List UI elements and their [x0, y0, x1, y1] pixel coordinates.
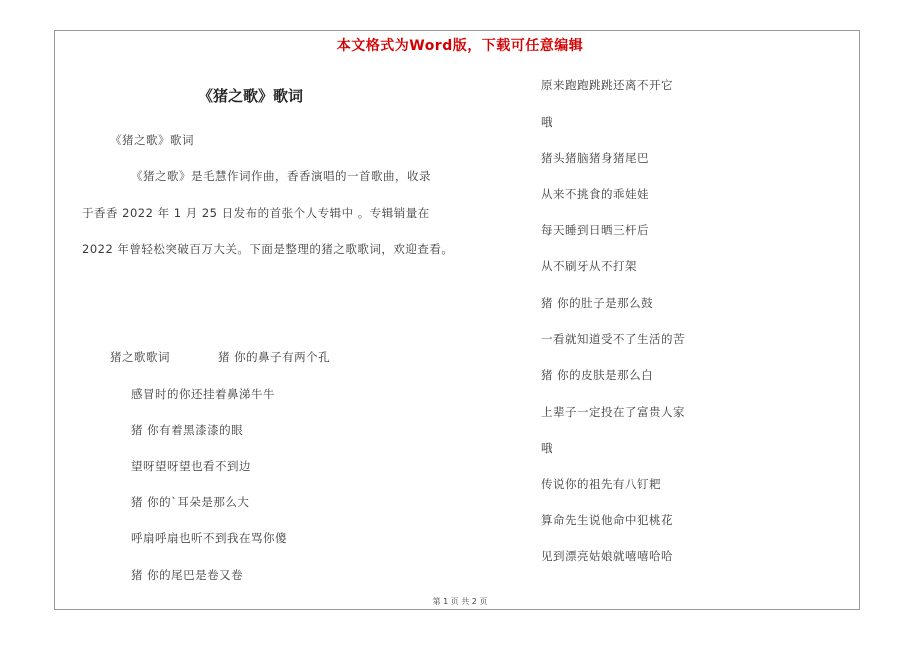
- lyric-line: 从不刷牙从不打架: [541, 259, 637, 273]
- lyric-line: 猪头猪脑猪身猪尾巴: [541, 151, 649, 165]
- lyric-line: 呼扇呼扇也听不到我在骂你傻: [131, 531, 287, 545]
- page-number-footer: 第 1 页 共 2 页: [432, 597, 488, 606]
- lyric-line: 哦: [541, 441, 553, 455]
- lyric-line: 感冒时的你还挂着鼻涕牛牛: [131, 387, 275, 401]
- lyric-line: 算命先生说他命中犯桃花: [541, 513, 673, 527]
- lyric-line: 每天睡到日晒三杆后: [541, 223, 649, 237]
- lyric-line: 上辈子一定投在了富贵人家: [541, 405, 685, 419]
- lyric-line: 一看就知道受不了生活的苦: [541, 332, 685, 346]
- format-banner: 本文格式为Word版，下载可任意编辑: [336, 38, 584, 54]
- lyric-line: 望呀望呀望也看不到边: [131, 459, 251, 473]
- lyric-line: 猪 你的鼻子有两个孔: [218, 350, 331, 364]
- intro-paragraph-line-1: 《猪之歌》是毛慧作词作曲，香香演唱的一首歌曲，收录: [131, 169, 431, 183]
- lyric-line: 猪 你的`耳朵是那么大: [131, 495, 250, 509]
- lyrics-label: 猪之歌歌词: [110, 350, 170, 364]
- lyric-line: 从来不挑食的乖娃娃: [541, 187, 649, 201]
- lyric-line: 猪 你的尾巴是卷又卷: [131, 568, 244, 582]
- intro-paragraph-line-3: 2022 年曾轻松突破百万大关。下面是整理的猪之歌歌词，欢迎查看。: [82, 242, 454, 256]
- lyric-line: 猪 你有着黑漆漆的眼: [131, 423, 244, 437]
- lyric-line: 原来跑跑跳跳还离不开它: [541, 78, 673, 92]
- intro-paragraph-line-2: 于香香 2022 年 1 月 25 日发布的首张个人专辑中 。专辑销量在: [82, 206, 430, 220]
- lyric-line: 猪 你的肚子是那么鼓: [541, 296, 654, 310]
- lyric-line: 传说你的祖先有八钉耙: [541, 477, 661, 491]
- lyric-line: 见到漂亮姑娘就嘻嘻哈哈: [541, 549, 673, 563]
- lyric-line: 哦: [541, 115, 553, 129]
- lyric-line: 猪 你的皮肤是那么白: [541, 368, 654, 382]
- intro-heading: 《猪之歌》歌词: [110, 133, 194, 147]
- document-title: 《猪之歌》歌词: [198, 87, 304, 105]
- page-border: [54, 30, 860, 610]
